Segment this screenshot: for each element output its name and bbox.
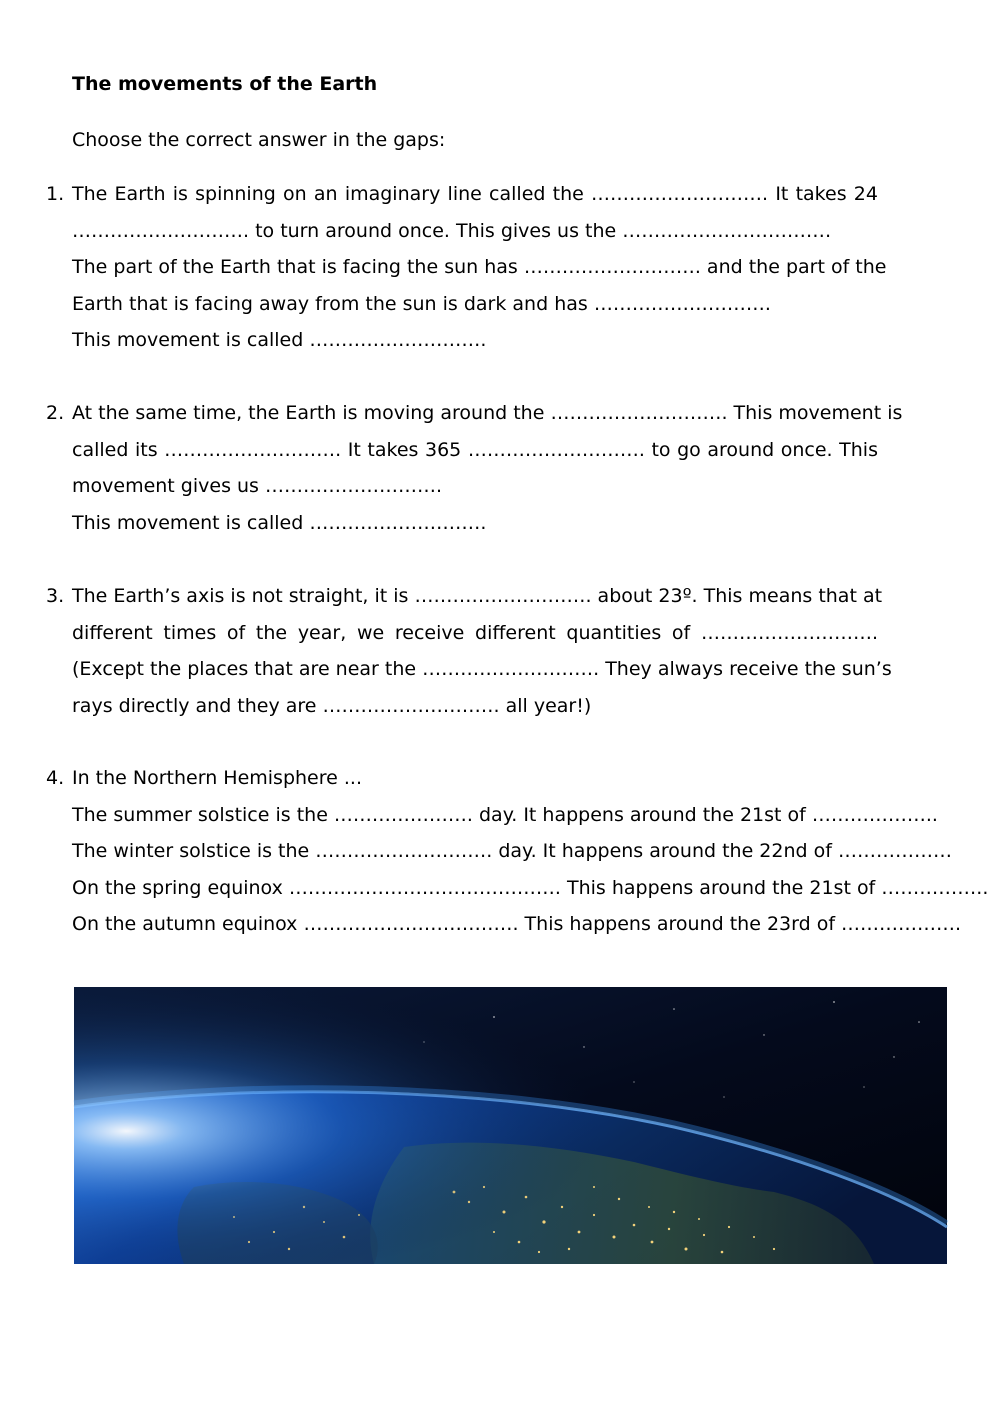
- question-4: [46, 760, 989, 943]
- question-line: The winter solstice is the ………………………. day. It happens around the 22nd of ………………: [72, 840, 952, 862]
- question-line: The Earth is spinning on an imaginary line called the ………………………. It takes 24: [72, 183, 878, 205]
- question-line: (Except the places that are near the ………………………. They always receive the sun’s: [72, 658, 892, 680]
- question-line: On the spring equinox ……………………………………. This happens around the 21st of ……………..: [72, 876, 989, 899]
- question-2: [46, 395, 903, 541]
- question-3: [46, 578, 892, 724]
- question-line: At the same time, the Earth is moving around the ………………………. This movement is: [72, 402, 903, 424]
- question-line: This movement is called ……………………….: [72, 511, 487, 534]
- question-line: The summer solstice is the …………………. day. It happens around the 21st of ………………..: [72, 803, 938, 826]
- question-line: Earth that is facing away from the sun is dark and has ……………………….: [72, 292, 771, 315]
- question-line: The part of the Earth that is facing the sun has ………………………. and the part of the: [72, 256, 887, 278]
- question-line: In the Northern Hemisphere ...: [72, 767, 362, 789]
- question-line: rays directly and they are ………………………. all year!): [72, 694, 592, 717]
- question-line: On the autumn equinox ……………………………. This happens around the 23rd of ……………….: [72, 913, 962, 935]
- question-1: [46, 176, 887, 359]
- question-line: This movement is called ……………………….: [72, 329, 487, 351]
- question-line: The Earth’s axis is not straight, it is ………………………. about 23º. This means that at: [72, 585, 883, 607]
- worksheet-title: The movements of the Earth: [72, 73, 378, 95]
- question-number: 4.: [46, 767, 65, 789]
- question-number: 1.: [46, 183, 65, 205]
- earth-from-space-image: [74, 987, 947, 1264]
- question-line: movement gives us ……………………….: [72, 475, 443, 497]
- worksheet-instruction: Choose the correct answer in the gaps:: [72, 129, 446, 151]
- question-line: called its ………………………. It takes 365 ………………………. to go around once. This: [72, 438, 878, 461]
- question-number: 3.: [46, 585, 65, 607]
- question-line: different times of the year, we receive different quantities of ……………………….: [72, 621, 878, 644]
- question-number: 2.: [46, 402, 65, 424]
- question-line: ………………………. to turn around once. This gives us the ……………………………: [72, 219, 832, 242]
- earth-illustration: [74, 987, 947, 1264]
